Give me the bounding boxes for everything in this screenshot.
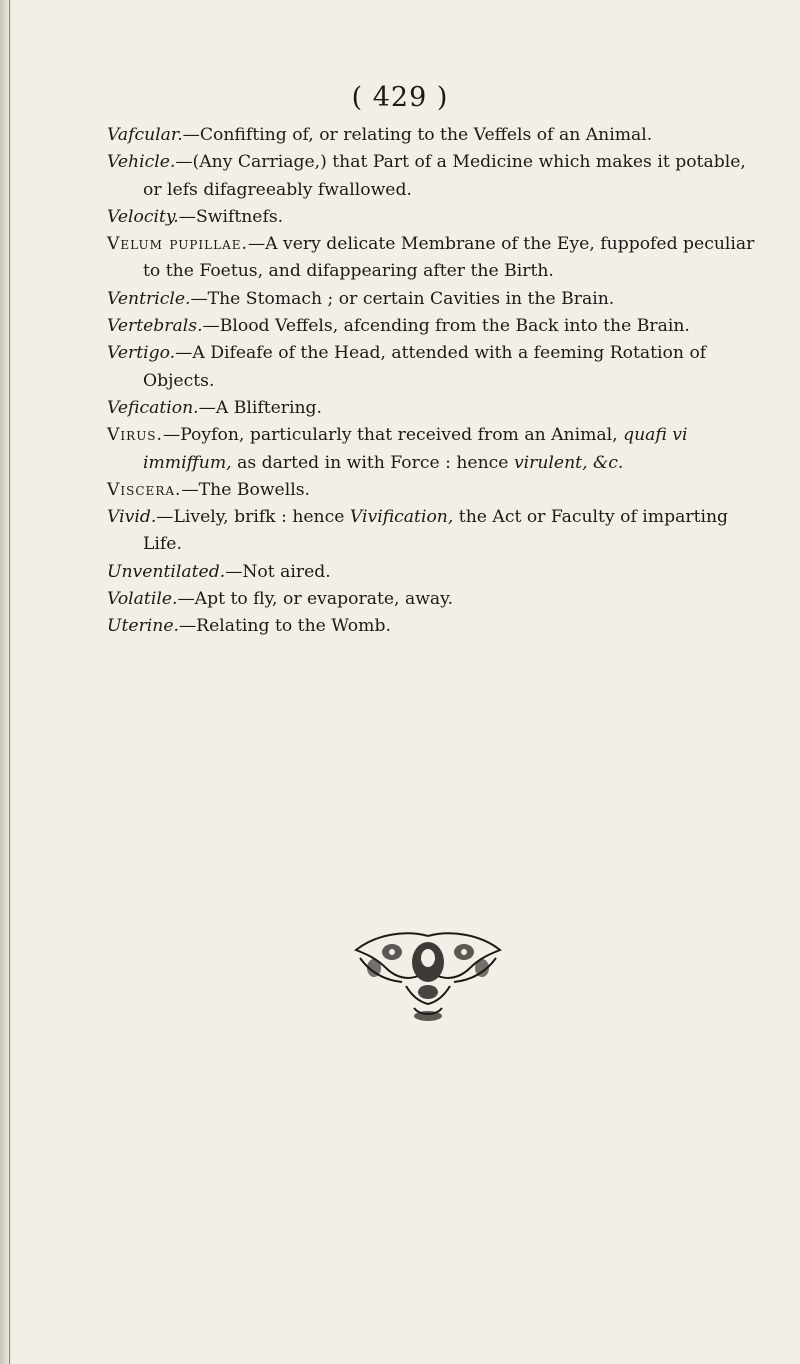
headword: Vertebrals. (107, 316, 203, 337)
headword: Volatile. (107, 589, 178, 610)
headword: Velocity. (107, 206, 179, 227)
headword: Velum pupillae. (107, 234, 248, 255)
definition: —A very delicate Membrane of the Eye, fuppofed peculiar to the Foetus, and difappearing after the Birth. (143, 234, 755, 282)
definition: —The Stomach ; or certain Cavities in the Brain. (190, 288, 615, 309)
headword: Vivid. (107, 507, 157, 528)
definition: —(Any Carriage,) that Part of a Medicine which makes it potable, or lefs difagreeably fwallowed. (143, 152, 746, 200)
definition: —Lively, brifk : hence (156, 507, 350, 528)
page-edge-line (9, 0, 10, 1364)
entry-vivid (107, 504, 767, 559)
headword: Ventricle. (107, 288, 191, 309)
headword: Unventilated. (107, 561, 226, 582)
definition-italic: Vivification, (349, 507, 454, 528)
headword: Uterine. (107, 616, 179, 637)
headword: Vefication. (107, 397, 199, 418)
entry-velum-pupillae (107, 231, 767, 286)
definition: —Poyfon, particularly that received from an Animal, (163, 425, 624, 446)
definition: —A Difeafe of the Head, attended with a feeming Rotation of Objects. (143, 343, 707, 391)
entry-virus (107, 422, 767, 477)
entry-uterine (107, 613, 767, 640)
definition: —Blood Veffels, afcending from the Back into the Brain. (202, 316, 690, 337)
entry-velocity (107, 204, 767, 231)
entry-viscera (107, 477, 767, 504)
definition: the Act or Faculty of imparting Life. (143, 507, 729, 555)
entry-unventilated (107, 559, 767, 586)
definition: as darted in with Force : hence (231, 452, 514, 473)
entry-ventricle (107, 286, 767, 313)
definition-italic: quafi vi immiffum, (143, 425, 688, 473)
headword: Vertigo. (107, 343, 176, 364)
definition: —Confifting of, or relating to the Veffels of an Animal. (182, 125, 653, 145)
definition: —Not aired. (225, 561, 331, 582)
definition: —Swiftnefs. (178, 206, 284, 227)
page-number: ( 429 ) (351, 82, 449, 113)
entry-vehicle (107, 149, 767, 204)
definition-italic: virulent, &c. (513, 452, 624, 473)
entry-vertebrals (107, 313, 767, 340)
definition: —A Bliftering. (198, 397, 323, 418)
page-edge (0, 0, 14, 1364)
entry-vesication (107, 395, 767, 422)
entry-volatile (107, 586, 767, 613)
entry-vertigo (107, 340, 767, 395)
entry-vascular (107, 122, 767, 149)
glossary-entries (107, 122, 767, 641)
definition: —The Bowells. (181, 479, 310, 500)
headword: Virus. (107, 425, 163, 446)
definition: —Relating to the Womb. (178, 616, 391, 637)
definition: —Apt to fly, or evaporate, away. (177, 589, 454, 610)
tailpiece-ornament (346, 928, 510, 1023)
headword: Viscera. (107, 479, 182, 500)
headword: Vafcular. (107, 125, 183, 145)
headword: Vehicle. (107, 152, 176, 173)
